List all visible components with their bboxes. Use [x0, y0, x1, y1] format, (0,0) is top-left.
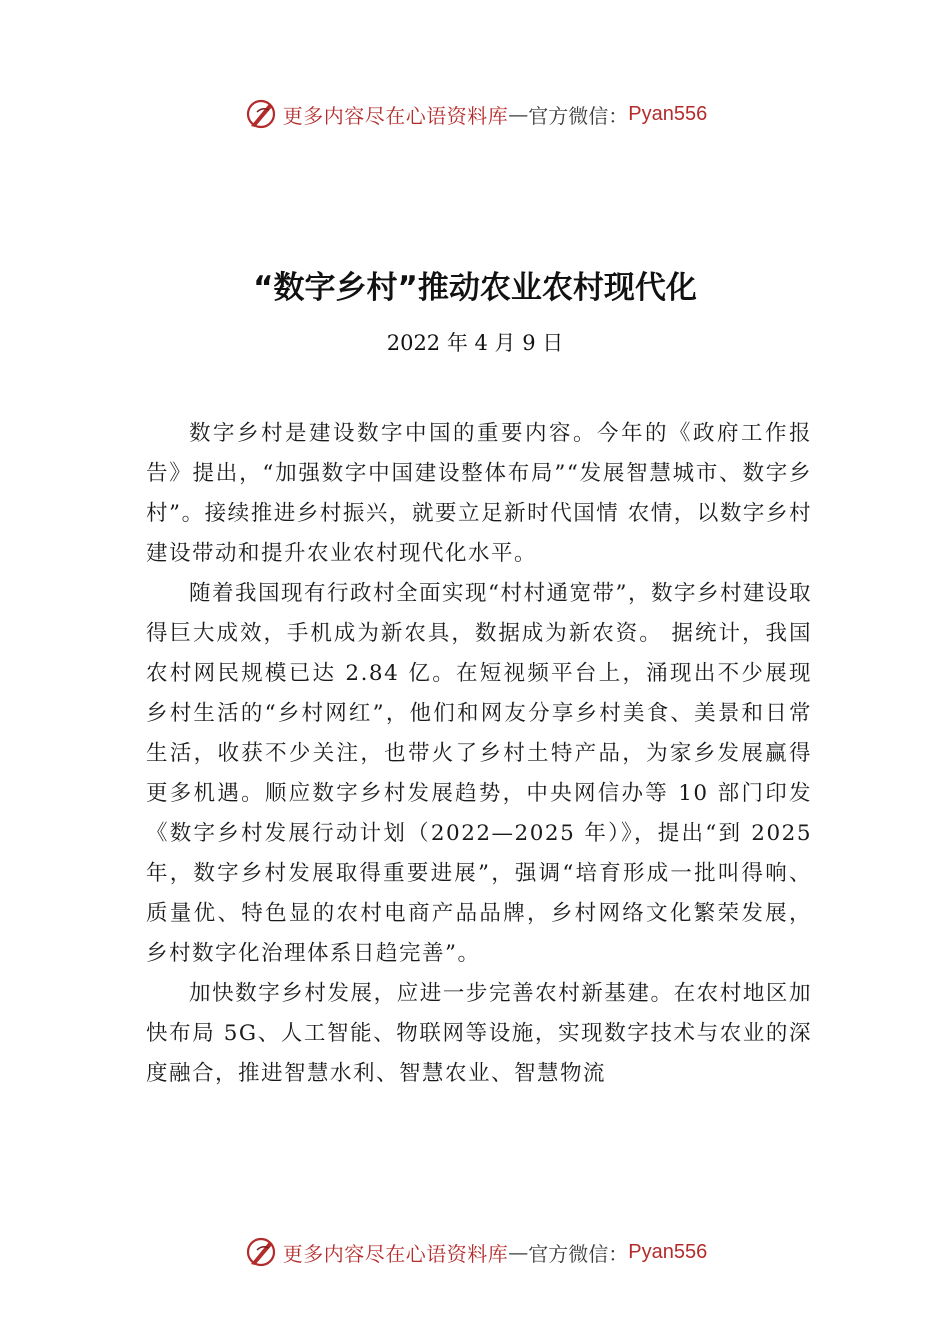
banner-label: 官方微信：	[528, 1241, 629, 1266]
paragraph: 加快数字乡村发展，应进一步完善农村新基建。在农村地区加快布局 5G、人工智能、物联网等设施，实现数字技术与农业的深度融合，推进智慧水利、智慧农业、智慧物流	[146, 981, 812, 1086]
article-title: “数字乡村”推动农业农村现代化	[253, 270, 697, 306]
banner-wechat-id: Pyan556	[628, 1240, 708, 1263]
article-body	[146, 414, 812, 1094]
paragraph: 数字乡村是建设数字中国的重要内容。今年的《政府工作报告》提出，“加强数字中国建设整体布局”“发展智慧城市、数字乡村”。接续推进乡村振兴，就要立足新时代国情 农情，以数字乡村建设带动和提升农业农村现代化水平。	[146, 421, 812, 566]
quill-logo-icon	[243, 1234, 279, 1270]
banner-dash: —	[508, 1240, 529, 1264]
footer-watermark	[0, 1232, 950, 1272]
header-watermark	[0, 94, 950, 134]
paragraph: 随着我国现有行政村全面实现“村村通宽带”，数字乡村建设取得巨大成效，手机成为新农具，数据成为新农资。 据统计，我国农村网民规模已达 2.84 亿。在短视频平台上，涌现出不少展现乡村生活的“乡村网红”，他们和网友分享乡村美食、美景和日常生活，收获不少关注，也带火了乡村土特产品，为家乡发展赢得更多机遇。顺应数字乡村发展趋势，中央网信办等 10 部门印发《数字乡村发展行动计划（2022—2025 年）》，提出“到 2025 年，数字乡村发展取得重要进展”，强调“培育形成一批叫得响、质量优、特色显的农村电商产品品牌，乡村网络文化繁荣发展，乡村数字化治理体系日趋完善”。	[146, 581, 812, 966]
banner-text: 更多内容尽在心语资料库	[282, 103, 509, 128]
article-date: 2022 年 4 月 9 日	[386, 331, 564, 355]
banner-label: 官方微信：	[528, 103, 629, 128]
banner-dash: —	[508, 102, 529, 126]
quill-logo-icon	[243, 96, 279, 132]
banner-wechat-id: Pyan556	[628, 102, 708, 125]
banner-text: 更多内容尽在心语资料库	[282, 1241, 509, 1266]
